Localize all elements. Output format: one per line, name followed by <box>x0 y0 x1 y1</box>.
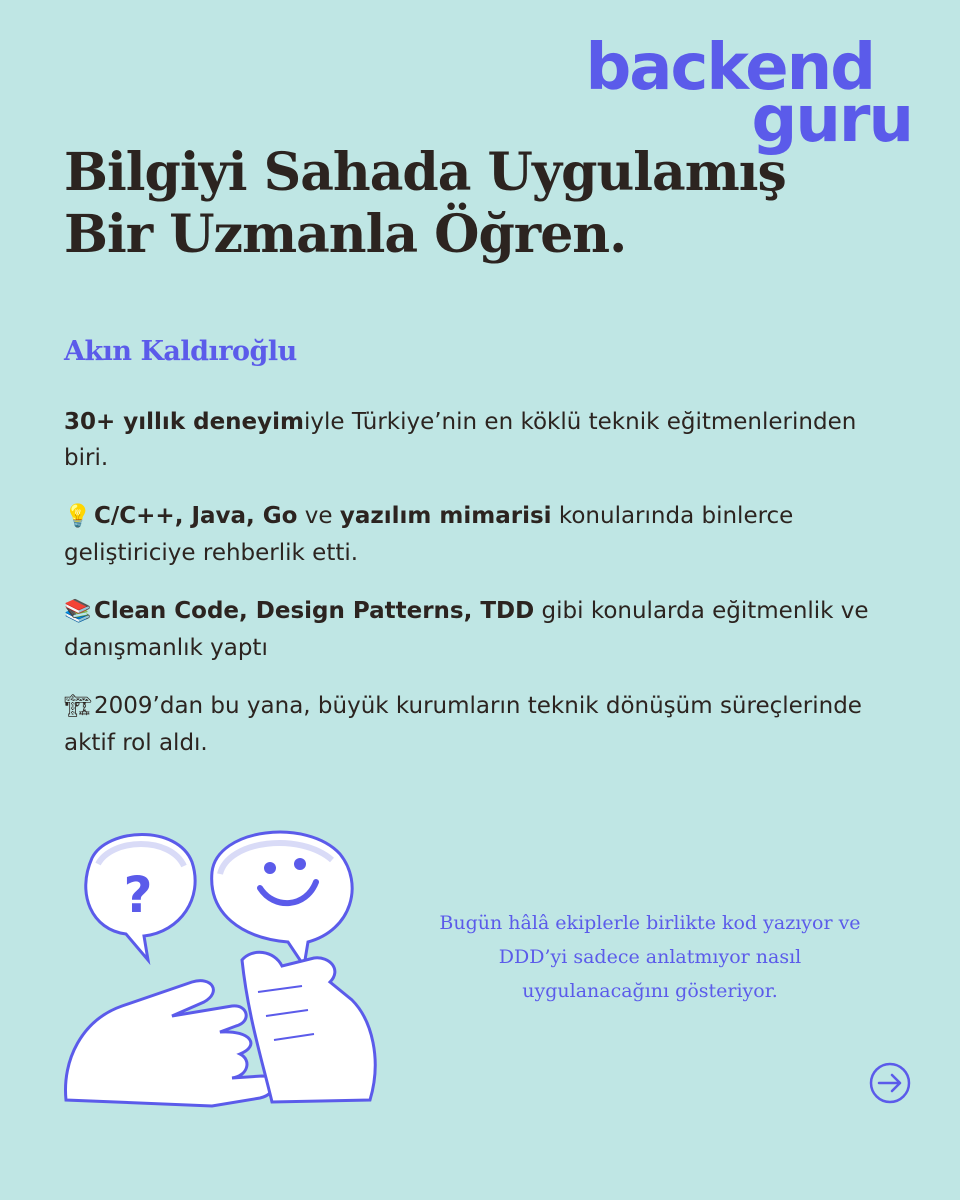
closing-line-1: Bugün hâlâ ekiplerle birlikte kod yazıyor ve <box>439 912 861 934</box>
bio-paragraph-history <box>64 688 884 761</box>
bio-bold-languages: C/C++, Java, Go <box>94 503 298 529</box>
speech-bubbles-illustration <box>52 810 392 1110</box>
author-name: Akın Kaldıroğlu <box>64 336 297 367</box>
bio-text-and: ve <box>297 503 340 529</box>
closing-statement <box>380 906 920 1008</box>
closing-line-3: uygulanacağını gösteriyor. <box>522 980 778 1002</box>
bio-paragraph-experience <box>64 404 884 476</box>
closing-line-2: DDD’yi sadece anlatmıyor nasıl <box>498 946 802 968</box>
headline <box>64 142 904 266</box>
bio-bold-topics: Clean Code, Design Patterns, TDD <box>94 598 535 624</box>
bio-text-languages: konularında binlerce geliştiriciye rehberlik etti. <box>64 503 794 566</box>
bio-bold-architecture: yazılım mimarisi <box>339 503 552 529</box>
speech-bubble-smiley-icon <box>212 832 352 966</box>
bio-paragraph-topics <box>64 593 884 666</box>
bio-bold-experience: 30+ yıllık deneyim <box>64 409 304 435</box>
bio-text-history: 2009’dan bu yana, büyük kurumların teknik dönüşüm süreçlerinde aktif rol aldı. <box>64 693 862 756</box>
headline-line-1: Bilgiyi Sahada Uygulamış <box>64 142 786 203</box>
backend-guru-logo <box>585 28 912 157</box>
logo-line-backend: backend <box>585 31 874 105</box>
question-mark: ? <box>123 866 153 924</box>
logo-line-guru: guru <box>751 83 912 157</box>
books-icon: 📚 <box>64 599 92 624</box>
bio-paragraph-languages <box>64 498 884 571</box>
bio-section <box>64 404 884 783</box>
lightbulb-icon: 💡 <box>64 504 92 529</box>
hand-icon <box>65 952 375 1106</box>
construction-crane-icon: 🏗 <box>64 694 92 719</box>
headline-line-2: Bir Uzmanla Öğren. <box>64 204 627 265</box>
bio-text-experience: iyle Türkiye’nin en köklü teknik eğitmenlerinden biri. <box>64 409 857 471</box>
arrow-right-circle-icon[interactable] <box>868 1061 912 1105</box>
speech-bubble-question-icon <box>86 835 195 961</box>
bio-text-topics: gibi konularda eğitmenlik ve danışmanlık yaptı <box>64 598 869 661</box>
